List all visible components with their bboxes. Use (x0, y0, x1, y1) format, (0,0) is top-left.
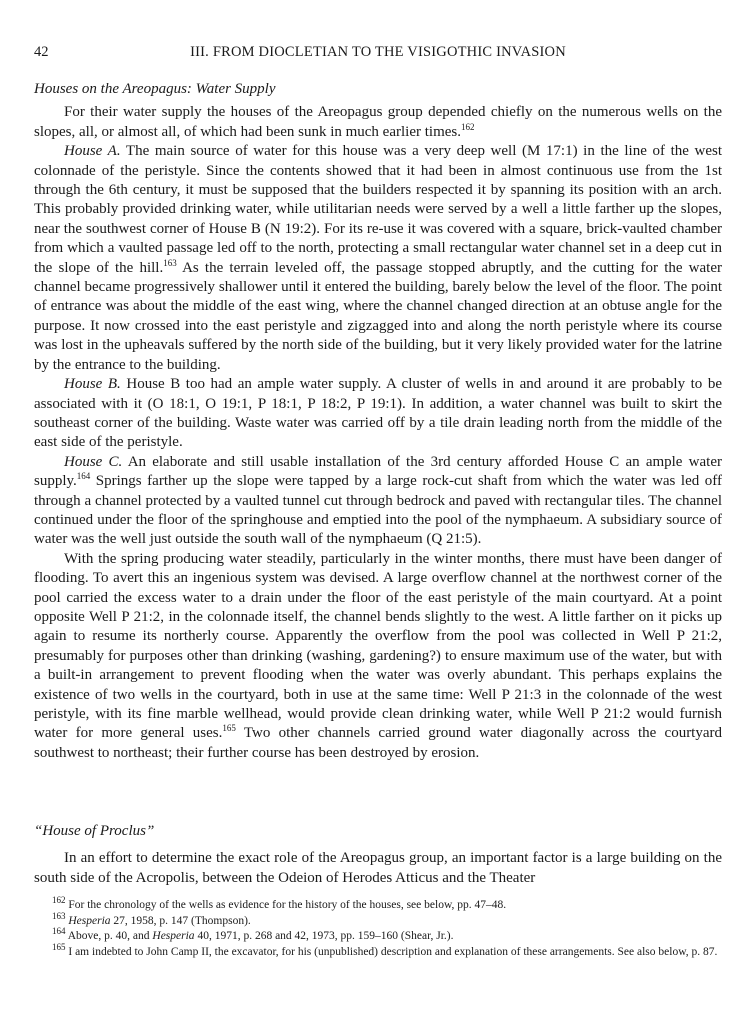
page-number: 42 (34, 44, 49, 60)
footnote-ref[interactable]: 162 (460, 121, 475, 132)
footnote: $^{165}$ I am indebted to John Camp II, the excavator, for his (unpublished) description and explanation of these arrangements. See also below, p. 87. (52, 941, 718, 958)
paragraph: In an effort to determine the exact role of the Areopagus group, an important factor is a large building on the south side of the Acropolis, between the Odeion of Herodes Atticus and the Theater (34, 850, 722, 886)
footnote-ref[interactable]: 163 (163, 257, 177, 268)
running-title: III. FROM DIOCLETIAN TO THE VISIGOTHIC INVASION (190, 44, 566, 60)
paragraph-house-a: House A. The main source of water for this house was a very deep well (M 17:1) in the line of the west colonnade of the peristyle. Since the contents showed that it had been in almost continuous use from the 1st through the 6th century, it must be supposed that the builders respected it by spanning its position with an arch. This probably provided drinking water, while utilitarian needs were served by a well a little farther up the slopes, near the southwest corner of House B (N 19:2). For its re-use it was covered with a square, brick-vaulted chamber from which a vaulted passage led off to the north, protecting a small rectangular water channel set in a deep cut in the slope of the hill.$^{163}$ As the terrain leveled off, the passage stopped abruptly, and the cutting for the water channel became progressively shallower until it entered the building, barely below the level of the floor. The point of entrance was about the middle of the east wing, where the channel changed direction at an obtuse angle for the purpose. It now crossed into the east peristyle and zigzagged into and along the north peristyle where its course was lost in the upheavals suffered by the north side of the building, but it very likely provided water for the latrine by the entrance to the building. (34, 143, 722, 373)
section-house-of-proclus (34, 822, 722, 888)
footnote: $^{164}$ Above, p. 40, and Hesperia 40, 1971, p. 268 and 42, 1973, pp. 159–160 (Shear, Jr.). (52, 926, 454, 943)
footnote-ref[interactable]: 164 (76, 471, 91, 482)
footnote-ref[interactable]: 165 (222, 723, 236, 734)
paragraph: For their water supply the houses of the Areopagus group depended chiefly on the numerous wells on the slopes, all, or almost all, of which had been sunk in much earlier times.$^{162}$ (34, 104, 722, 140)
footnote: $^{163}$ Hesperia 27, 1958, p. 147 (Thompson). (52, 910, 251, 927)
footnotes (34, 895, 722, 960)
paragraph: With the spring producing water steadily, particularly in the winter months, there must have been danger of flooding. To avert this an ingenious system was devised. A large overflow channel at the northwest corner of the pool carried the excess water to a drain under the floor of the east peristyle of the main courtyard. At a point opposite Well P 21:2, in the colonnade itself, the channel bends slightly to the west. A little farther on it picks up again to resume its northerly course. Apparently the overflow from the pool was collected in Well P 21:2, presumably for purposes other than drinking (washing, gardening?) to ensure maximum use of the water, but with a built-in arrangement to prevent flooding when the water was overly abundant. This perhaps explains the existence of two wells in the courtyard, both in use at the same time: Well P 21:3 in the colonnade of the west peristyle, with its fine marble wellhead, would provide clean drinking water, while Well P 21:2 would furnish water for more general uses.$^{165}$ Two other channels carried ground water diagonally across the courtyard southwest to northeast; their further course has been destroyed by erosion. (34, 550, 723, 761)
section-water-supply (34, 80, 722, 763)
paragraph-house-c: House C. An elaborate and still usable installation of the 3rd century afforded House C an ample water supply.$^{164}$ Springs farther up the slope were tapped by a large rock-cut shaft from which the water was led off through a channel protected by a vaulted tunnel cut through bedrock and paved with rectangular tiles. The channel continued under the floor of the springhouse and emptied into the pool of the nymphaeum. A subsidiary source of water was the well just outside the south wall of the nymphaeum (Q 21:5). (34, 453, 722, 548)
section-heading: Houses on the Areopagus: Water Supply (34, 81, 276, 97)
paragraph-house-b: House B. House B too had an ample water supply. A cluster of wells in and around it are probably to be associated with it (O 18:1, O 19:1, P 18:1, P 18:2, P 19:1). In addition, a water channel was built to skirt the southeast corner of the building. Waste water was carried off by a tile drain leading north from the middle of the east side of the peristyle. (34, 376, 722, 451)
section-heading: “House of Proclus” (34, 823, 155, 839)
footnote: $^{162}$ For the chronology of the wells as evidence for the history of the houses, see below, pp. 47–48. (52, 895, 507, 911)
